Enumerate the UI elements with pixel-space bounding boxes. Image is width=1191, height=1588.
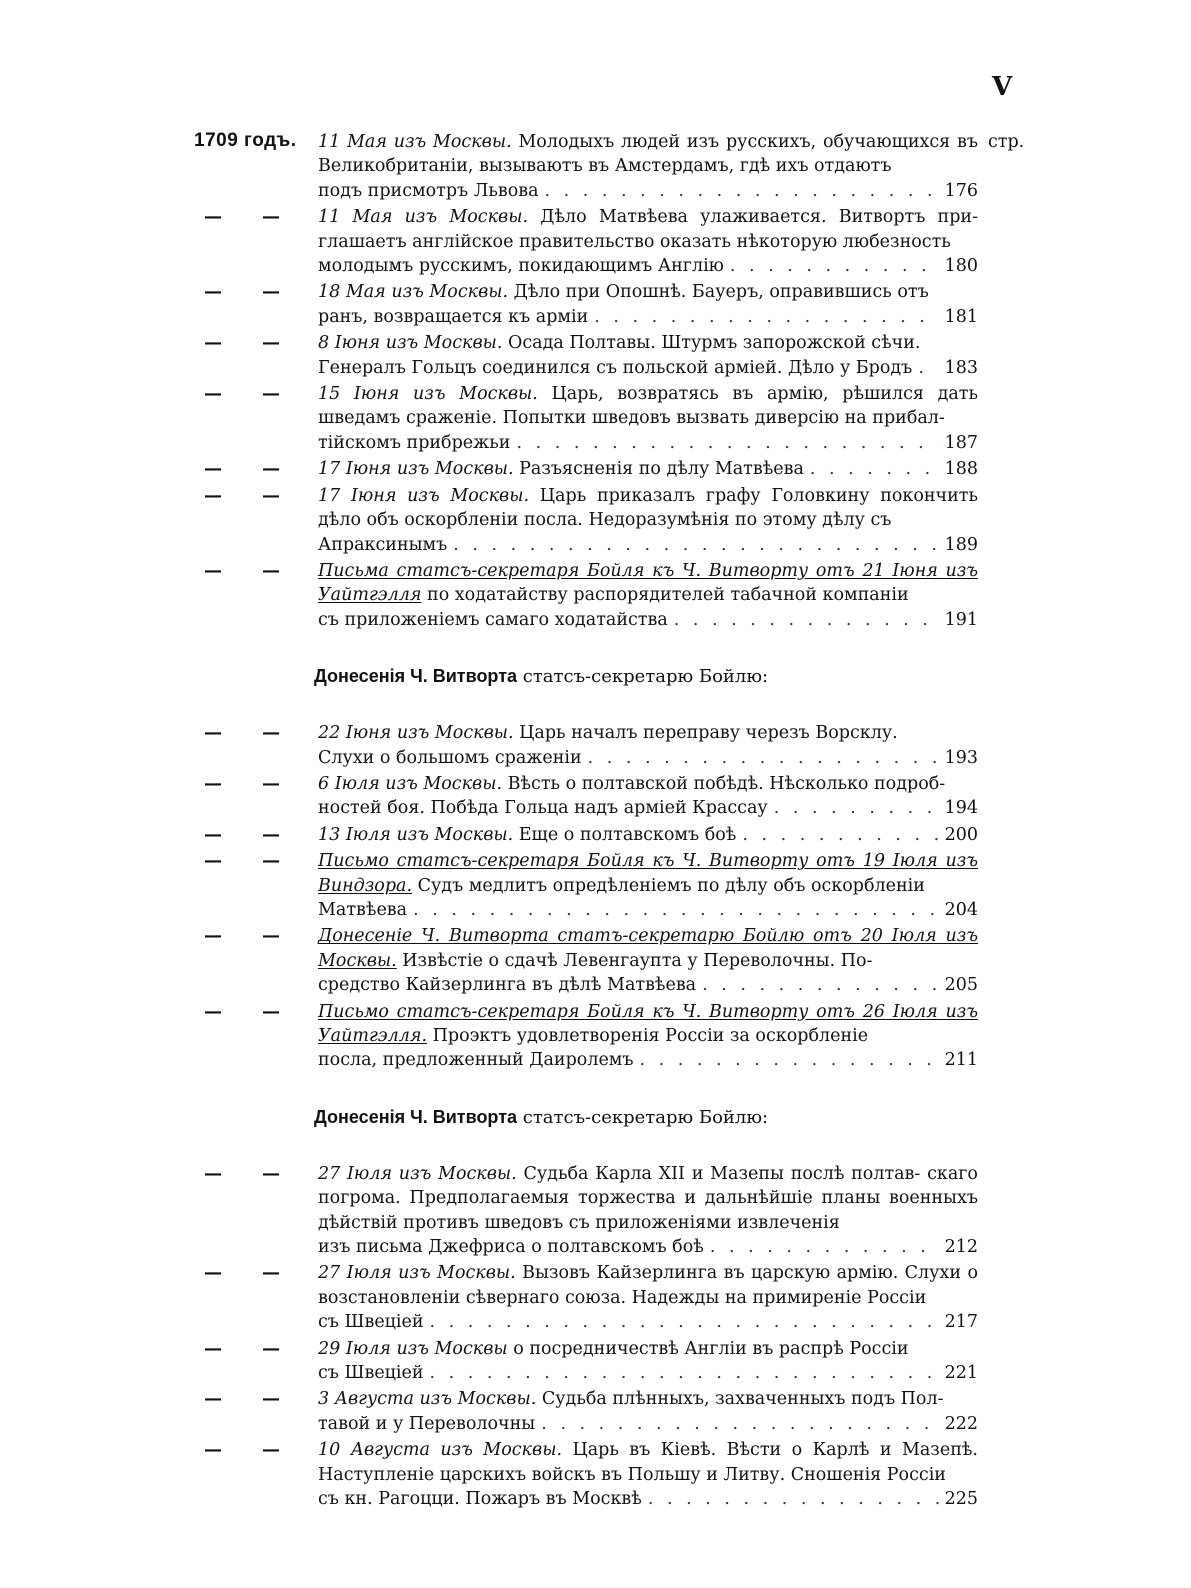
dot-leader	[588, 746, 939, 770]
entry-line: Царь въ Кіевѣ. Вѣсти о Карлѣ и Мазепѣ.	[572, 1440, 978, 1461]
ditto-dash: —	[204, 722, 222, 744]
page-ref[interactable]: 221	[944, 1363, 978, 1384]
entry-body	[318, 1000, 978, 1073]
ditto-dash: —	[262, 925, 280, 947]
entry-date: Письмо статсъ-секретаря Бойля къ Ч. Витворту отъ 26 Іюля изъ Уайтгэлля.	[318, 1001, 978, 1046]
entry-last-text: тійскомъ прибрежьи	[318, 432, 511, 453]
entry-last-line	[318, 356, 978, 380]
entry-body	[318, 823, 978, 847]
dot-leader	[810, 457, 939, 481]
toc-entry	[0, 457, 1191, 481]
page-ref[interactable]: 180	[944, 256, 978, 277]
entry-body	[318, 331, 978, 380]
page-ref[interactable]: 187	[944, 432, 978, 453]
entry-last-text: средство Кайзерлинга въ дѣлѣ Матвѣева	[318, 975, 697, 996]
dot-leader	[453, 533, 938, 557]
toc-entry	[0, 1337, 1191, 1386]
entry-last-text: изъ письма Джефриса о полтавскомъ боѣ	[318, 1237, 704, 1258]
dot-leader	[541, 1412, 938, 1436]
entry-body	[318, 130, 978, 203]
entry-body	[318, 1261, 978, 1334]
ditto-dash: —	[204, 1439, 222, 1461]
ditto-dash: —	[262, 206, 280, 228]
dot-leader	[516, 431, 938, 455]
entry-text	[318, 280, 978, 304]
entry-body	[318, 457, 978, 481]
ditto-dash: —	[204, 383, 222, 405]
heading-bold: Донесенія Ч. Витворта	[314, 1106, 518, 1127]
entry-line: Наступленіе царскихъ войскъ въ Польшу и Литву. Сношенія Россіи	[318, 1464, 946, 1485]
entry-line: Извѣстіе о сдачѣ Левенгаупта у Переволочны. По-	[402, 950, 873, 971]
toc-entry	[0, 924, 1191, 997]
entry-last-text: съ Швеціей	[318, 1363, 424, 1384]
dot-leader	[640, 1048, 939, 1072]
entry-last-line	[318, 1310, 978, 1334]
entry-last-line	[318, 823, 978, 847]
entry-line: Проэктъ удовлетворенія Россіи за оскорбленіе	[432, 1026, 869, 1046]
entry-last-text: посла, предложенный Даиролемъ	[318, 1050, 634, 1071]
ditto-dash: —	[204, 206, 222, 228]
entry-line: Вызовъ Кайзерлинга въ царскую армію. Слухи	[522, 1263, 962, 1284]
entry-line: Дѣло при Опошнѣ. Бауеръ, оправившись отъ	[513, 282, 929, 303]
entry-body	[318, 1438, 978, 1511]
ditto-dash: —	[204, 332, 222, 354]
dot-leader	[710, 1235, 939, 1259]
page-number: V	[992, 72, 1013, 102]
ditto-dash: —	[262, 722, 280, 744]
table-of-contents	[0, 130, 1191, 1514]
ditto-dash: —	[262, 823, 280, 845]
entry-text	[318, 721, 978, 745]
entry-body	[318, 205, 978, 278]
entry-last-line	[318, 1235, 978, 1259]
entry-text	[318, 331, 978, 355]
heading-normal: статсъ-секретарю Бойлю:	[522, 666, 769, 688]
entry-date: 11 Мая изъ Москвы.	[318, 132, 512, 152]
dot-leader	[413, 898, 939, 922]
entry-last-line	[318, 431, 978, 455]
dot-leader	[742, 823, 938, 847]
entry-last-line	[318, 254, 978, 278]
dot-leader	[648, 1487, 939, 1511]
entry-date: 27 Іюля изъ Москвы.	[318, 1263, 516, 1284]
entry-line: военныхъ дѣйствій противъ шведовъ съ приложеніями извлеченія	[318, 1188, 978, 1233]
entry-text	[318, 382, 978, 431]
page-ref[interactable]: 193	[944, 747, 978, 768]
heading-bold: Донесенія Ч. Витворта	[314, 666, 518, 687]
entry-body	[318, 924, 978, 997]
section-heading	[314, 666, 1191, 687]
entry-last-text: Разъясненія по дѣлу Матвѣева	[519, 459, 804, 480]
toc-entry	[0, 1387, 1191, 1436]
toc-entry	[0, 130, 1191, 203]
entry-last-text: Слухи о большомъ сраженіи	[318, 747, 582, 768]
ditto-dash: —	[262, 1388, 280, 1410]
ditto-dash: —	[204, 1000, 222, 1022]
page-ref[interactable]: 205	[944, 975, 978, 996]
entry-line: о возстановленіи сѣвернаго союза. Надежды на примиреніе Россіи	[318, 1263, 978, 1308]
dot-leader	[774, 796, 939, 820]
entry-text	[318, 1387, 978, 1411]
ditto-dash: —	[204, 1337, 222, 1359]
ditto-dash: —	[204, 1262, 222, 1284]
ditto-dash: —	[204, 925, 222, 947]
entry-body	[318, 382, 978, 455]
entry-line: Молодыхъ людей изъ русскихъ, обучающихся	[518, 132, 951, 152]
entry-last-text: Еще о полтавскомъ боѣ	[518, 824, 737, 845]
entry-body	[318, 1337, 978, 1386]
entry-last-line	[318, 305, 978, 329]
entry-line: Дѣло Матвѣева улаживается. Витвортъ при-	[540, 207, 978, 228]
ditto-dash: —	[262, 1162, 280, 1184]
ditto-dash: —	[262, 1000, 280, 1022]
ditto-dash: —	[204, 559, 222, 581]
page-ref[interactable]: 181	[944, 306, 978, 327]
page-ref[interactable]: 212	[944, 1237, 978, 1258]
entry-date: Письма статсъ-секретаря Бойля къ Ч. Витворту отъ 21 Іюня изъ Уайтгэлля	[318, 560, 978, 606]
page-column-label: стр.	[988, 132, 1025, 152]
ditto-dash: —	[262, 383, 280, 405]
entry-text	[318, 130, 978, 179]
entry-date: 17 Іюня изъ Москвы.	[318, 485, 530, 506]
entry-last-text: съ приложеніемъ самаго ходатайства	[318, 609, 668, 630]
page-ref[interactable]: 188	[944, 459, 978, 480]
ditto-dash: —	[204, 484, 222, 506]
ditto-dash: —	[262, 1262, 280, 1284]
entry-last-text: Генералъ Гольцъ соединился съ польской арміей. Дѣло у Бродъ	[318, 357, 913, 378]
entry-last-text: ранъ, возвращается къ арміи	[318, 306, 589, 327]
entry-last-text: Апраксинымъ	[318, 534, 448, 555]
entry-line: Судьба плѣнныхъ, захваченныхъ подъ Пол-	[541, 1389, 944, 1410]
ditto-dash: —	[204, 823, 222, 845]
entry-line: Царь, возвратясь въ армію, рѣшился дать	[551, 384, 978, 405]
entry-last-line	[318, 1048, 978, 1072]
entry-body	[318, 721, 978, 770]
page-ref[interactable]: 194	[944, 798, 978, 819]
entry-line: Вѣсть о полтавской побѣдѣ. Нѣсколько подроб-	[507, 773, 946, 794]
ditto-dash: —	[262, 772, 280, 794]
entry-date: Донесеніе Ч. Витворта статъ-секретарю Бойлю отъ 20 Іюля изъ Москвы.	[318, 926, 978, 971]
entry-line: Царь началъ переправу черезъ Ворсклу.	[519, 723, 898, 744]
dot-leader	[430, 1310, 939, 1334]
entry-last-text: съ Швеціей	[318, 1312, 424, 1333]
entry-last-line	[318, 1412, 978, 1436]
ditto-dash: —	[204, 281, 222, 303]
entry-last-text: молодымъ русскимъ, покидающимъ Англію	[318, 256, 724, 277]
entry-line: Судьба Карла XII и Мазепы послѣ полтав-	[523, 1163, 921, 1184]
ditto-dash: —	[204, 850, 222, 872]
entry-last-text: Матвѣева	[318, 899, 408, 920]
entry-line: по ходатайству распорядителей табачной компаніи	[427, 585, 909, 606]
entry-last-text: подъ присмотръ Львова	[318, 180, 539, 201]
entry-line: Осада Полтавы. Штурмъ запорожской сѣчи.	[508, 333, 921, 354]
entry-text	[318, 484, 978, 533]
entry-line: Царь приказалъ графу Головкину покончить	[539, 485, 979, 506]
ditto-dash: —	[204, 458, 222, 480]
entry-text	[318, 559, 978, 608]
ditto-dash: —	[262, 1337, 280, 1359]
toc-entry	[0, 484, 1191, 557]
dot-leader	[594, 305, 938, 329]
toc-entry	[0, 205, 1191, 278]
ditto-dash: —	[204, 772, 222, 794]
year-label: 1709 годъ.	[194, 130, 297, 151]
entry-text	[318, 1438, 978, 1487]
entry-last-line	[318, 457, 978, 481]
entry-date: 3 Августа изъ Москвы.	[318, 1389, 537, 1410]
toc-entry	[0, 823, 1191, 847]
page-ref[interactable]: 183	[944, 357, 978, 378]
toc-entry	[0, 1162, 1191, 1260]
entry-line: въ Великобританіи, вызываютъ въ Амстердамъ, гдѣ ихъ отдаютъ	[318, 132, 978, 177]
heading-normal: статсъ-секретарю Бойлю:	[522, 1106, 769, 1128]
entry-body	[318, 849, 978, 922]
page-ref[interactable]: 176	[944, 180, 978, 201]
entry-line: шведамъ сраженіе. Попытки шведовъ вызвать диверсію на прибал-	[318, 408, 945, 429]
page-ref[interactable]: 204	[944, 899, 978, 920]
entry-date: 10 Августа изъ Москвы.	[318, 1440, 563, 1461]
page-ref[interactable]: 222	[944, 1413, 978, 1434]
entry-text	[318, 1261, 978, 1310]
entry-last-text: съ кн. Рагоцци. Пожаръ въ Москвѣ	[318, 1489, 642, 1510]
entry-date: 18 Мая изъ Москвы.	[318, 282, 509, 303]
page-ref[interactable]: 189	[944, 534, 978, 555]
entry-line: дѣло объ оскорбленіи посла. Недоразумѣнія по этому дѣлу съ	[318, 510, 892, 531]
entry-date: 29 Іюля изъ Москвы	[318, 1338, 508, 1359]
dot-leader	[702, 973, 938, 997]
ditto-dash: —	[262, 559, 280, 581]
entry-text	[318, 205, 978, 254]
entry-text	[318, 1337, 978, 1361]
entry-line: скаго погрома. Предполагаемыя торжества и дальнѣйшіе планы	[318, 1163, 978, 1209]
entry-body	[318, 484, 978, 557]
dot-leader	[730, 254, 939, 278]
entry-date: 22 Іюня изъ Москвы.	[318, 723, 514, 744]
entry-date: 11 Мая изъ Москвы.	[318, 207, 529, 228]
entry-body	[318, 559, 978, 632]
dot-leader	[430, 1361, 939, 1385]
entry-date: 8 Іюня изъ Москвы.	[318, 333, 503, 354]
entry-last-line	[318, 1487, 978, 1511]
entry-last-line	[318, 533, 978, 557]
entry-text	[318, 1000, 978, 1049]
ditto-dash: —	[204, 1162, 222, 1184]
entry-last-text: ностей боя. Побѣда Гольца надъ арміей Крассау	[318, 798, 768, 819]
toc-entry	[0, 1261, 1191, 1334]
entry-body	[318, 1387, 978, 1436]
ditto-dash: —	[262, 458, 280, 480]
page-ref[interactable]: 200	[944, 824, 978, 845]
entry-date: 6 Іюля изъ Москвы.	[318, 773, 503, 794]
entry-body	[318, 280, 978, 329]
entry-line: Судъ медлитъ опредѣленіемъ по дѣлу объ оскорбленіи	[417, 875, 925, 896]
entry-last-line	[318, 796, 978, 820]
entry-last-line	[318, 973, 978, 997]
ditto-dash: —	[262, 850, 280, 872]
toc-entry	[0, 280, 1191, 329]
toc-entry	[0, 1438, 1191, 1511]
page-ref[interactable]: 191	[944, 609, 978, 630]
entry-date: 27 Іюля изъ Москвы.	[318, 1163, 517, 1184]
page-ref[interactable]: 211	[944, 1050, 978, 1071]
entry-last-line	[318, 1361, 978, 1385]
ditto-dash: —	[262, 1439, 280, 1461]
ditto-dash: —	[204, 1388, 222, 1410]
entry-text	[318, 849, 978, 898]
entry-text	[318, 924, 978, 973]
toc-entry	[0, 559, 1191, 632]
entry-body	[318, 1162, 978, 1260]
toc-entry	[0, 1000, 1191, 1073]
dot-leader	[674, 608, 939, 632]
ditto-dash: —	[262, 484, 280, 506]
toc-entry	[0, 849, 1191, 922]
toc-entry	[0, 772, 1191, 821]
ditto-dash: —	[262, 332, 280, 354]
entry-date: 13 Іюля изъ Москвы.	[318, 824, 514, 845]
entry-date: Письмо статсъ-секретаря Бойля къ Ч. Витворту отъ 19 Іюля изъ Виндзора.	[318, 851, 978, 896]
entry-body	[318, 772, 978, 821]
entry-line: глашаетъ англійское правительство оказать нѣкоторую любезность	[318, 231, 951, 252]
toc-entry	[0, 331, 1191, 380]
ditto-dash: —	[262, 281, 280, 303]
entry-date: 17 Іюня изъ Москвы.	[318, 459, 514, 480]
entry-last-text: тавой и у Переволочны	[318, 1413, 536, 1434]
toc-entry	[0, 382, 1191, 455]
section-heading	[314, 1107, 1191, 1128]
dot-leader	[918, 356, 938, 380]
entry-line: о посредничествѣ Англіи въ распрѣ Россіи	[513, 1338, 909, 1359]
entry-text	[318, 1162, 978, 1235]
page-ref[interactable]: 225	[944, 1489, 978, 1510]
entry-last-line	[318, 746, 978, 770]
entry-date: 15 Іюня изъ Москвы.	[318, 384, 538, 405]
entry-last-line	[318, 608, 978, 632]
page-ref[interactable]: 217	[944, 1312, 978, 1333]
toc-entry	[0, 721, 1191, 770]
entry-text	[318, 772, 978, 796]
entry-last-line	[318, 179, 978, 203]
dot-leader	[545, 179, 939, 203]
entry-last-line	[318, 898, 978, 922]
